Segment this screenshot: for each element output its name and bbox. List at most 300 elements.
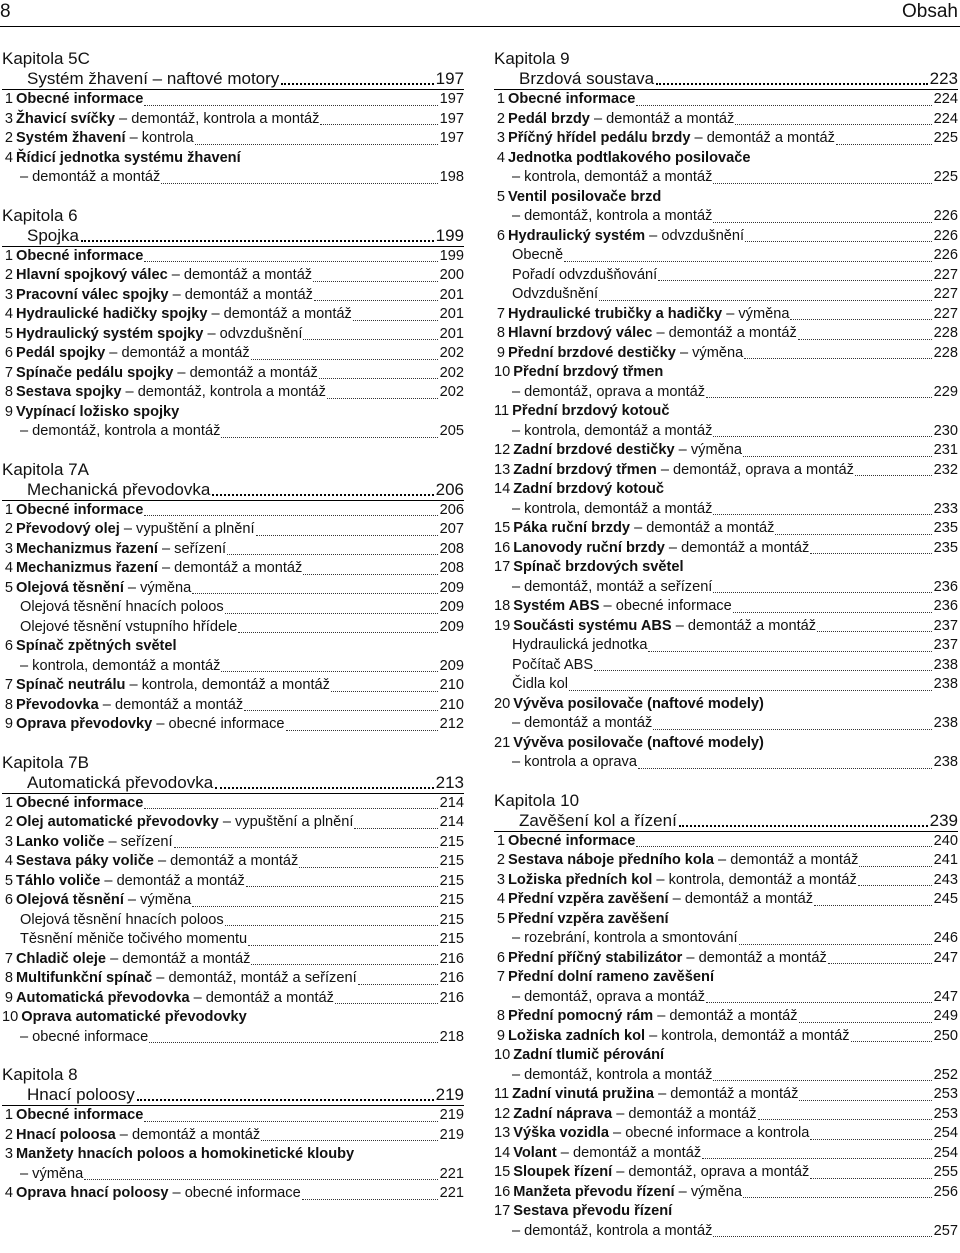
toc-entry[interactable] <box>2 715 464 735</box>
chapter-title-row[interactable] <box>2 1085 464 1106</box>
toc-entry[interactable] <box>494 734 958 773</box>
toc-entry[interactable] <box>2 325 464 345</box>
entry-operation: – kontrola, demontáž a montáž <box>512 422 713 439</box>
toc-entry[interactable] <box>2 852 464 872</box>
toc-entry[interactable] <box>2 129 464 149</box>
toc-entry[interactable] <box>2 676 464 696</box>
entry-subject: Mechanizmus řazení <box>16 540 158 557</box>
toc-entry[interactable] <box>494 949 958 969</box>
dot-leader <box>744 358 931 359</box>
entry-number: 4 <box>496 149 505 166</box>
entry-operation: – seřízení <box>157 540 227 557</box>
entry-page: 237 <box>933 617 958 634</box>
entry-operation: – demontáž, kontrola a montáž <box>512 1222 713 1239</box>
entry-subject: Hlavní spojkový válec <box>16 267 168 283</box>
entry-subject: Součásti systému ABS <box>513 617 672 634</box>
entry-page: 212 <box>439 716 464 732</box>
entry-page: 197 <box>439 130 464 146</box>
dot-leader <box>713 436 931 437</box>
toc-entry[interactable] <box>494 1105 958 1125</box>
entry-operation: – demontáž a montáž <box>589 110 735 127</box>
toc-line <box>494 324 958 344</box>
entry-number: 12 <box>494 442 511 458</box>
entry-operation: – demontáž a montáž <box>115 1126 261 1143</box>
entry-number: 11 <box>494 403 510 419</box>
entry-page: 241 <box>933 852 958 868</box>
toc-entry[interactable] <box>494 871 958 891</box>
entry-subject: Pedál brzdy <box>508 110 590 127</box>
toc-entry[interactable] <box>2 950 464 970</box>
toc-line <box>2 852 464 872</box>
entry-number: 9 <box>4 716 13 732</box>
chapter-title: Zavěšení kol a řízení <box>519 810 677 830</box>
toc-entry[interactable] <box>494 890 958 910</box>
entry-subject: Hydraulické trubičky a hadičky <box>508 305 723 322</box>
entry-number: 3 <box>4 286 13 303</box>
toc-line <box>2 286 464 306</box>
entry-text <box>16 950 250 970</box>
dot-leader <box>706 397 932 398</box>
toc-entry[interactable] <box>2 247 464 267</box>
toc-entry[interactable] <box>494 519 958 539</box>
toc-line <box>2 520 464 540</box>
entry-subject: Přední brzdový kotouč <box>512 403 670 419</box>
entry-subject: Systém ABS <box>513 598 600 614</box>
entry-number: 2 <box>4 521 13 537</box>
toc-entry[interactable] <box>494 1085 958 1105</box>
entry-subject: Hlavní brzdový válec <box>508 325 653 341</box>
entry-number: 2 <box>496 852 505 868</box>
chapter-title-row[interactable] <box>2 773 464 794</box>
toc-entry[interactable] <box>494 539 958 559</box>
entry-page: 207 <box>439 521 464 537</box>
toc-entry[interactable] <box>494 1144 958 1164</box>
toc-entry[interactable] <box>494 1163 958 1183</box>
entry-subject: Zadní brzdový kotouč <box>513 481 665 497</box>
entry-number: 4 <box>4 560 13 576</box>
toc-entry[interactable] <box>494 266 958 286</box>
dot-leader <box>653 729 931 730</box>
toc-entry[interactable] <box>494 1027 958 1047</box>
entry-operation: – demontáž a montáž <box>690 130 835 146</box>
toc-line <box>494 1222 958 1242</box>
entry-subject: Přední vzpěra zavěšení <box>508 891 669 907</box>
entry-page: 205 <box>439 423 464 439</box>
entry-page: 235 <box>933 520 958 536</box>
toc-line <box>494 1027 958 1047</box>
entry-page: 215 <box>439 911 464 928</box>
toc-entry[interactable] <box>494 480 958 519</box>
toc-entry[interactable] <box>2 110 464 130</box>
entry-text <box>20 618 237 638</box>
entry-number: 8 <box>496 325 505 341</box>
toc-line <box>494 1085 958 1105</box>
entry-operation: – kontrola, demontáž a montáž <box>512 500 713 517</box>
entry-page: 240 <box>933 832 958 849</box>
entry-number: 6 <box>496 227 505 244</box>
entry-subject: Olej automatické převodovky <box>16 814 219 830</box>
entry-subject: Přední pomocný rám <box>508 1008 654 1024</box>
entry-subject: Ložiska zadních kol <box>508 1027 646 1044</box>
toc-line <box>494 1163 958 1183</box>
chapter-page: 213 <box>435 772 464 792</box>
toc-entry[interactable] <box>494 1183 958 1203</box>
toc-line <box>494 168 958 188</box>
dot-leader <box>828 963 932 964</box>
entry-number: 3 <box>496 130 505 146</box>
entry-number: 9 <box>4 403 13 420</box>
chapter-title: Hnací poloosy <box>27 1085 135 1104</box>
toc-entry[interactable] <box>2 696 464 716</box>
entry-number: 1 <box>496 91 505 107</box>
entry-page: 209 <box>439 579 464 596</box>
entry-page: 243 <box>933 871 958 888</box>
entry-text <box>508 890 813 910</box>
entry-text <box>508 1007 798 1027</box>
entry-operation: – výměna <box>123 892 192 908</box>
toc-entry[interactable] <box>2 305 464 325</box>
toc-line <box>2 598 464 618</box>
toc-entry[interactable] <box>494 1046 958 1085</box>
entry-number: 8 <box>496 1008 505 1024</box>
toc-entry[interactable] <box>2 403 464 442</box>
entry-number: 17 <box>494 559 511 575</box>
entry-page: 201 <box>439 325 464 342</box>
dot-leader <box>855 475 932 476</box>
entry-text <box>508 871 857 891</box>
entry-operation: – demontáž a montáž <box>98 696 244 713</box>
chapter-label: Kapitola 7A <box>2 459 89 479</box>
entry-operation: – demontáž a montáž <box>153 853 299 869</box>
toc-entry[interactable] <box>494 675 958 695</box>
toc-line <box>2 618 464 638</box>
entry-page: 221 <box>439 1165 464 1182</box>
toc-entry[interactable] <box>2 794 464 814</box>
toc-line <box>2 501 464 521</box>
toc-entry[interactable] <box>2 520 464 540</box>
entry-subject: Manžety hnacích poloos a homokinetické klouby <box>16 1146 355 1162</box>
entry-text <box>20 657 220 677</box>
toc-line <box>2 1126 464 1146</box>
toc-entry[interactable] <box>2 930 464 950</box>
entry-number: 5 <box>496 188 505 205</box>
entry-page: 229 <box>933 383 958 400</box>
entry-subject: Obecné informace <box>16 501 144 518</box>
entry-text <box>513 1202 672 1222</box>
toc-line <box>2 833 464 853</box>
entry-text <box>513 441 742 461</box>
entry-operation: – demontáž, kontrola a montáž <box>114 110 320 127</box>
toc-entry[interactable] <box>2 1008 464 1047</box>
dot-leader <box>227 554 438 555</box>
toc-entry[interactable] <box>2 813 464 833</box>
entry-page: 247 <box>933 988 958 1005</box>
toc-entry[interactable] <box>494 617 958 637</box>
entry-text <box>16 286 313 306</box>
toc-entry[interactable] <box>494 227 958 247</box>
dot-leader <box>817 631 932 632</box>
entry-text <box>513 519 774 539</box>
entry-text <box>20 1165 83 1185</box>
toc-entry[interactable] <box>2 266 464 286</box>
toc-entry[interactable] <box>494 1007 958 1027</box>
toc-entry[interactable] <box>494 188 958 227</box>
toc-entry[interactable] <box>494 90 958 110</box>
toc-entry[interactable] <box>2 1106 464 1126</box>
entry-operation: – demontáž a montáž <box>654 1086 799 1102</box>
entry-page: 215 <box>439 892 464 908</box>
entry-number: 10 <box>494 364 511 380</box>
toc-entry[interactable] <box>2 579 464 599</box>
toc-entry[interactable] <box>494 851 958 871</box>
chapter-title: Spojka <box>27 225 79 245</box>
entry-number: 7 <box>496 969 505 985</box>
dot-leader <box>810 1178 931 1179</box>
toc-entry[interactable] <box>494 324 958 344</box>
entry-subject: Zadní náprava <box>513 1105 613 1122</box>
entry-operation: Pořadí odvzdušňování <box>512 266 658 283</box>
entry-operation: – demontáž, oprava a montáž <box>656 461 854 478</box>
toc-line <box>2 1008 464 1028</box>
dot-leader <box>569 690 932 691</box>
entry-operation: – výměna <box>675 344 744 361</box>
entry-text <box>512 929 738 949</box>
entry-page: 252 <box>933 1066 958 1083</box>
entry-text <box>20 422 220 442</box>
entry-text <box>16 794 143 814</box>
toc-entry[interactable] <box>494 910 958 949</box>
toc-entry[interactable] <box>2 90 464 110</box>
entry-page: 230 <box>933 422 958 439</box>
entry-number: 3 <box>4 540 13 557</box>
dot-leader <box>775 534 931 535</box>
toc-entry[interactable] <box>494 695 958 734</box>
toc-line <box>494 1183 958 1203</box>
toc-entry[interactable] <box>2 383 464 403</box>
entry-page: 219 <box>439 1107 464 1123</box>
entry-operation: Čidla kol <box>512 676 568 692</box>
toc-entry[interactable] <box>494 558 958 597</box>
entry-page: 245 <box>933 891 958 907</box>
entry-subject: Hydraulický systém <box>508 227 646 244</box>
entry-text <box>513 1183 742 1203</box>
entry-number: 15 <box>494 1164 511 1180</box>
toc-entry[interactable] <box>2 1145 464 1184</box>
entry-text <box>508 949 827 969</box>
entry-text <box>512 246 563 266</box>
entry-operation: – demontáž a montáž <box>652 325 797 341</box>
entry-operation: – demontáž a montáž <box>671 617 817 634</box>
entry-operation: – rozebrání, kontrola a smontování <box>512 930 738 946</box>
toc-entry[interactable] <box>494 110 958 130</box>
chapter-page: 239 <box>929 810 958 830</box>
entry-number: 2 <box>4 1126 13 1143</box>
dot-leader <box>246 886 438 887</box>
entry-operation: – demontáž a montáž <box>630 520 775 536</box>
toc-entry[interactable] <box>494 305 958 325</box>
entry-text <box>512 285 598 305</box>
toc-entry[interactable] <box>2 618 464 638</box>
entry-page: 226 <box>933 208 958 224</box>
dot-leader <box>810 1139 931 1140</box>
chapter-title-row[interactable] <box>2 69 464 90</box>
toc-entry[interactable] <box>2 364 464 384</box>
toc-line <box>2 344 464 364</box>
toc-line <box>494 871 958 891</box>
toc-entry[interactable] <box>494 285 958 305</box>
entry-subject: Jednotka podtlakového posilovače <box>508 149 751 166</box>
toc-entry[interactable] <box>2 911 464 931</box>
entry-page: 253 <box>933 1105 958 1122</box>
toc-entry[interactable] <box>494 441 958 461</box>
toc-left-column <box>2 49 464 1204</box>
entry-subject: Multifunkční spínač <box>16 970 153 986</box>
entry-page: 227 <box>933 305 958 322</box>
toc-line <box>2 637 464 657</box>
entry-number: 9 <box>4 989 13 1006</box>
toc-entry[interactable] <box>2 286 464 306</box>
entry-text <box>513 461 854 481</box>
toc-entry[interactable] <box>2 598 464 618</box>
dot-leader <box>656 83 927 85</box>
chapter-page: 219 <box>435 1085 464 1104</box>
toc-entry[interactable] <box>494 149 958 188</box>
toc-entry[interactable] <box>2 833 464 853</box>
toc-entry[interactable] <box>2 969 464 989</box>
dot-leader <box>303 339 437 340</box>
toc-line <box>2 403 464 423</box>
entry-operation: – demontáž a montáž <box>653 1008 798 1024</box>
entry-page: 256 <box>933 1183 958 1200</box>
toc-line <box>2 168 464 188</box>
entry-subject: Volant <box>513 1144 557 1161</box>
entry-operation: – demontáž, kontrola a montáž <box>121 384 326 400</box>
entry-operation: – kontrola <box>125 130 194 146</box>
dot-leader <box>354 828 437 829</box>
dot-leader <box>137 1099 434 1101</box>
toc-entry[interactable] <box>494 402 958 441</box>
toc-entry[interactable] <box>2 540 464 560</box>
toc-entry[interactable] <box>494 129 958 149</box>
toc-entry[interactable] <box>2 149 464 188</box>
dot-leader <box>713 183 931 184</box>
dot-leader <box>238 632 437 633</box>
entry-operation: – demontáž, kontrola a montáž <box>512 1066 713 1083</box>
toc-entry[interactable] <box>494 344 958 364</box>
entry-operation: – kontrola, demontáž a montáž <box>645 1027 850 1044</box>
dot-leader <box>225 613 438 614</box>
entry-text <box>16 1184 301 1204</box>
entry-number: 3 <box>4 110 13 127</box>
toc-entry[interactable] <box>494 1124 958 1144</box>
chapter-title-row[interactable] <box>2 480 464 501</box>
entry-text <box>508 305 789 325</box>
chapter-title: Mechanická převodovka <box>27 479 211 499</box>
toc-entry[interactable] <box>494 636 958 656</box>
toc-entry[interactable] <box>494 597 958 617</box>
entry-operation: – demontáž a montáž <box>189 989 334 1006</box>
entry-operation: – seřízení <box>104 833 173 850</box>
chapter-title-row[interactable] <box>2 226 464 247</box>
entry-operation: – kontrola, demontáž a montáž <box>652 871 857 888</box>
entry-operation: – demontáž a montáž <box>173 364 318 381</box>
chapter-label: Kapitola 8 <box>2 1065 78 1084</box>
entry-text <box>16 344 250 364</box>
toc-line <box>494 695 958 715</box>
entry-text <box>508 129 835 149</box>
dot-leader <box>84 1179 437 1180</box>
entry-number: 18 <box>494 598 511 614</box>
toc-entry[interactable] <box>2 1184 464 1204</box>
toc-entry[interactable] <box>494 832 958 852</box>
entry-operation: – obecné informace <box>20 1028 149 1045</box>
chapter-title-row[interactable] <box>494 811 958 832</box>
toc-entry[interactable] <box>2 891 464 911</box>
entry-page: 208 <box>439 560 464 576</box>
entry-number: 11 <box>494 1086 510 1102</box>
entry-operation: Olejová těsnění hnacích poloos <box>20 911 224 928</box>
toc-entry[interactable] <box>2 559 464 579</box>
entry-page: 201 <box>439 306 464 322</box>
toc-entry[interactable] <box>2 989 464 1009</box>
toc-line <box>2 715 464 735</box>
toc-entry[interactable] <box>494 461 958 481</box>
toc-entry[interactable] <box>2 637 464 676</box>
toc-entry[interactable] <box>494 246 958 266</box>
entry-number: 4 <box>4 853 13 869</box>
toc-line <box>494 90 958 110</box>
toc-entry[interactable] <box>494 1202 958 1241</box>
toc-entry[interactable] <box>494 363 958 402</box>
entry-page: 198 <box>439 169 464 185</box>
toc-line <box>494 305 958 325</box>
chapter-label: Kapitola 6 <box>2 205 78 225</box>
entry-operation: – demontáž, oprava a montáž <box>512 988 706 1005</box>
entry-operation: – odvzdušnění <box>203 325 303 342</box>
entry-text <box>16 696 243 716</box>
entry-text <box>513 695 764 715</box>
entry-subject: Přední příčný stabilizátor <box>508 949 683 966</box>
entry-operation: – demontáž a montáž <box>167 267 313 283</box>
entry-operation: – obecné informace a kontrola <box>608 1125 810 1141</box>
entry-text <box>512 422 712 442</box>
entry-number: 4 <box>4 1185 13 1201</box>
dot-leader <box>735 124 931 125</box>
entry-number: 1 <box>4 501 13 518</box>
toc-entry[interactable] <box>494 968 958 1007</box>
entry-number: 14 <box>494 1144 511 1161</box>
dot-leader <box>743 1197 932 1198</box>
dot-leader <box>335 1003 438 1004</box>
toc-line <box>2 1028 464 1048</box>
toc-entry[interactable] <box>494 656 958 676</box>
toc-line <box>494 558 958 578</box>
entry-operation: – kontrola, demontáž a montáž <box>20 657 221 674</box>
toc-entry[interactable] <box>2 501 464 521</box>
entry-number: 1 <box>4 91 13 107</box>
entry-page: 233 <box>933 500 958 517</box>
toc-line <box>2 540 464 560</box>
entry-subject: Obecné informace <box>16 1107 144 1123</box>
entry-operation: – výměna <box>674 1183 742 1200</box>
toc-entry[interactable] <box>2 872 464 892</box>
chapter-title-row[interactable] <box>494 69 958 90</box>
toc-entry[interactable] <box>2 344 464 364</box>
toc-entry[interactable] <box>2 1126 464 1146</box>
dot-leader <box>743 456 932 457</box>
dot-leader <box>174 847 438 848</box>
entry-page: 236 <box>933 598 958 614</box>
